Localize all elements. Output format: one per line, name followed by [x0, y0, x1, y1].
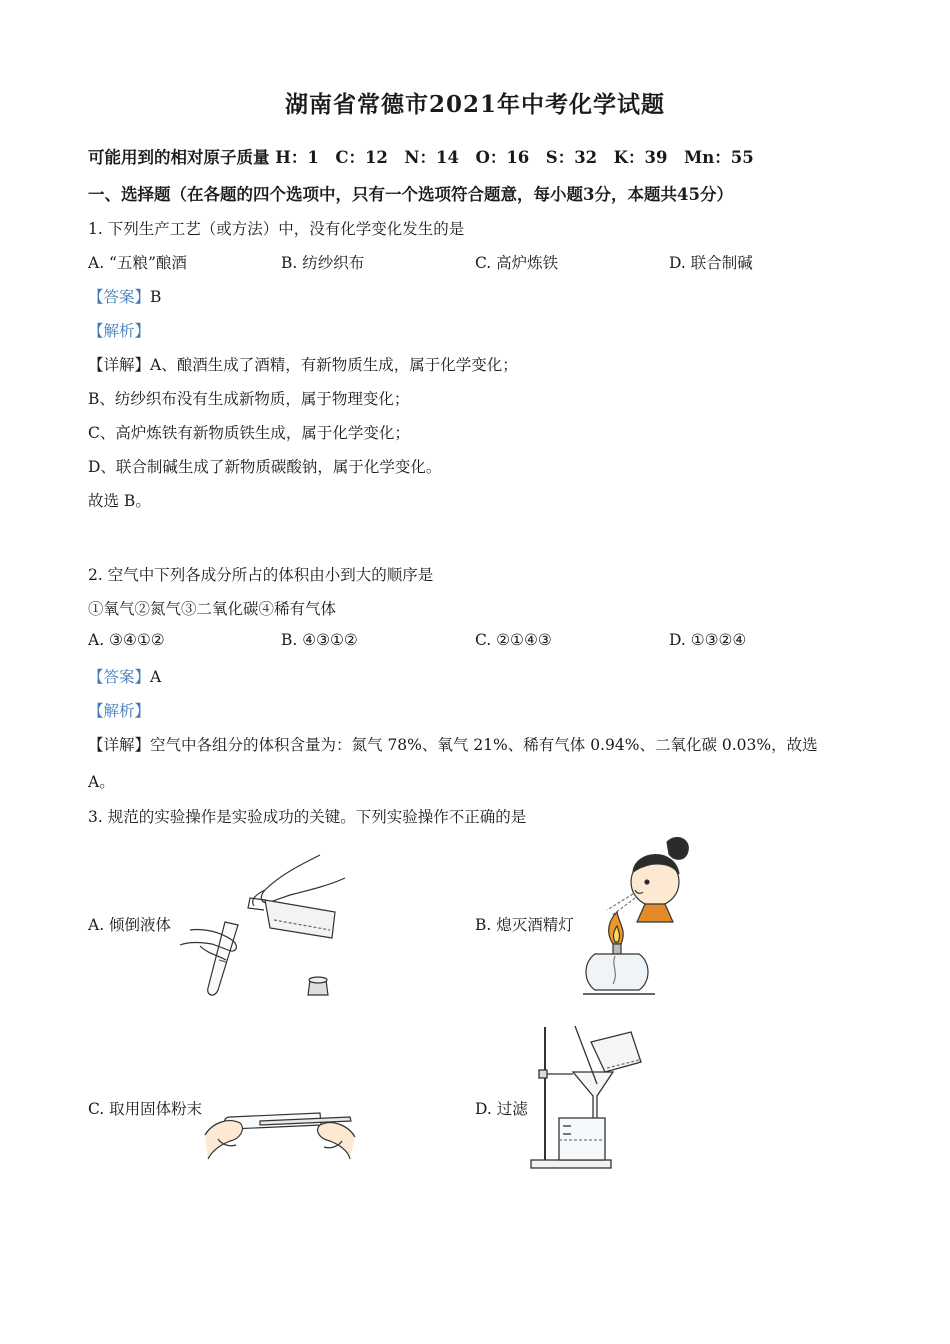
- q1-detail-1: [88, 353, 518, 375]
- q1-detail-2: B、纺纱织布没有生成新物质，属于物理变化；: [88, 390, 410, 408]
- q1-detail-text-1: A、酿酒生成了酒精，有新物质生成，属于化学变化；: [150, 356, 518, 374]
- q1-conclusion: 故选 B。: [88, 492, 151, 510]
- q1-answer-value: B: [150, 288, 162, 306]
- q2-answer-value: A: [150, 668, 162, 686]
- pouring-liquid-illustration: [170, 850, 370, 1005]
- q1-detail-4: D、联合制碱生成了新物质碳酸钠，属于化学变化。: [88, 458, 442, 476]
- q3-option-b: B. 熄灭酒精灯: [475, 916, 574, 934]
- q2-option-b: B. ④③①②: [281, 631, 358, 649]
- alcohol-lamp-illustration: [555, 832, 715, 1000]
- q2-items: ①氧气②氮气③二氧化碳④稀有气体: [88, 600, 337, 618]
- q1-option-c: C. 高炉炼铁: [475, 254, 559, 272]
- q1-analysis-tag: 【解析】: [88, 322, 151, 340]
- q3-option-c: C. 取用固体粉末: [88, 1100, 203, 1118]
- q3-stem: 3. 规范的实验操作是实验成功的关键。下列实验操作不正确的是: [88, 808, 527, 826]
- section-heading: 一、选择题（在各题的四个选项中，只有一个选项符合题意，每小题3分，本题共45分）: [88, 185, 733, 204]
- page-title: 湖南省常德市2021年中考化学试题: [284, 91, 665, 118]
- q3-option-a: A. 倾倒液体: [88, 916, 172, 934]
- q1-option-a: A. “五粮”酿酒: [88, 254, 187, 272]
- atomic-mass-line: 可能用到的相对原子质量 H：1 C：12 N：14 O：16 S：32 K：39 Mn：55: [88, 148, 754, 167]
- filtration-illustration: [525, 1022, 670, 1172]
- q2-option-c: C. ②①④③: [475, 631, 552, 649]
- q2-detail-2: A。: [88, 773, 115, 791]
- q2-detail-1: [88, 733, 818, 755]
- q1-detail-tag: 【详解】: [88, 356, 151, 374]
- q2-stem: 2. 空气中下列各成分所占的体积由小到大的顺序是: [88, 566, 434, 584]
- q2-option-d: D. ①③②④: [669, 631, 747, 649]
- q2-detail-text: 空气中各组分的体积含量为：氮气 78%、氧气 21%、稀有气体 0.94%、二氧化碳 0.03%，故选: [150, 736, 818, 754]
- q2-detail-tag: 【详解】: [88, 736, 151, 754]
- q1-stem: 1. 下列生产工艺（或方法）中，没有化学变化发生的是: [88, 220, 465, 238]
- q2-answer-tag: 【答案】: [88, 668, 151, 686]
- q1-answer: [88, 285, 161, 307]
- q1-option-d: D. 联合制碱: [669, 254, 753, 272]
- q2-option-a: A. ③④①②: [88, 631, 165, 649]
- q1-option-b: B. 纺纱织布: [281, 254, 365, 272]
- solid-powder-illustration: [200, 1095, 360, 1175]
- q2-answer: [88, 665, 161, 687]
- q1-answer-tag: 【答案】: [88, 288, 151, 306]
- q1-detail-3: C、高炉炼铁有新物质铁生成，属于化学变化；: [88, 424, 410, 442]
- q3-option-d: D. 过滤: [475, 1100, 528, 1118]
- q2-analysis-tag: 【解析】: [88, 702, 151, 720]
